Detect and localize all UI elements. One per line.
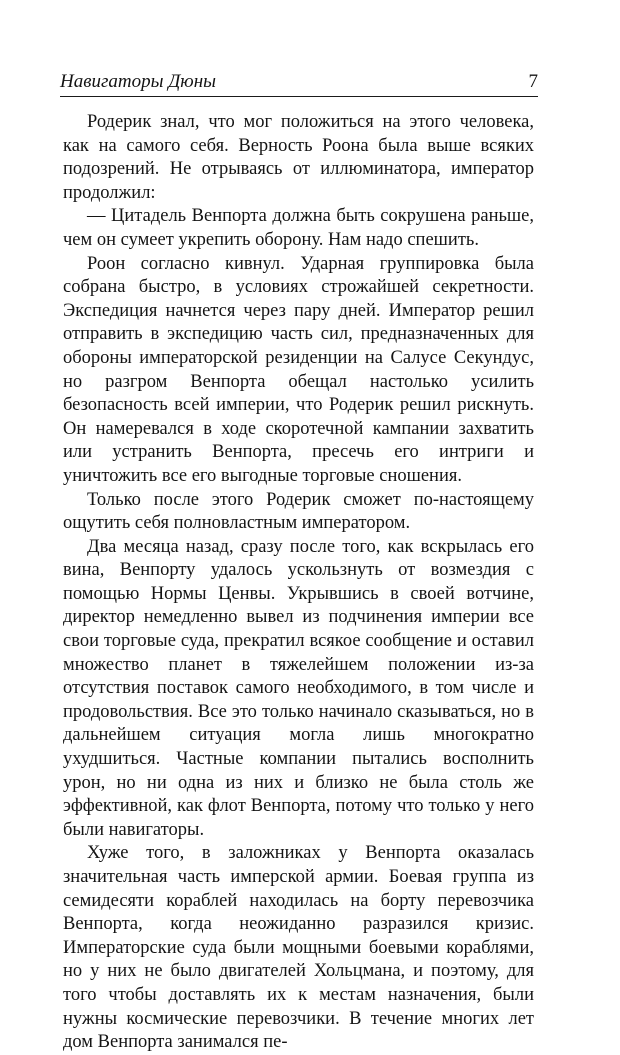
paragraph: Роон согласно кивнул. Ударная группировка была собрана быстро, в условиях строжайшей секретности. Экспедиция начнется через пару дней. Император решил отправить в экспедицию часть сил, предназначенных для обороны императорской резиденции на Салусе Секундус, но разгром Венпорта обещал настолько усилить безопасность всей империи, что Родерик решил рискнуть. Он намеревался в ходе скоротечной кампании захватить или устранить Венпорта, пресечь его интриги и уничтожить все его выгодные торговые сношения. <box>63 253 534 486</box>
paragraph: Родерик знал, что мог положиться на этого человека, как на самого себя. Верность Роона была выше всяких подозрений. Не отрываясь от иллюминатора, император продолжил: <box>63 112 534 203</box>
page-number: 7 <box>528 71 538 92</box>
body-text <box>63 111 534 1055</box>
paragraph: — Цитадель Венпорта должна быть сокрушена раньше, чем он сумеет укрепить оборону. Нам надо спешить. <box>63 206 534 250</box>
book-title: Навигаторы Дюны <box>60 71 216 92</box>
paragraph: Хуже того, в заложниках у Венпорта оказалась значительная часть имперской армии. Боевая группа из семидесяти кораблей находилась на борту перевозчика Венпорта, когда неожиданно разразился кризис. Императорские суда были мощными боевыми кораблями, но у них не было двигателей Хольцмана, и поэтому, для того чтобы доставлять их к местам назначения, были нужны космические перевозчики. В течение многих лет дом Венпорта занимался пе- <box>63 843 534 1053</box>
paragraph: Два месяца назад, сразу после того, как вскрылась его вина, Венпорту удалось ускользнуть от возмездия с помощью Нормы Ценвы. Укрывшись в своей вотчине, директор немедленно вывел из подчинения империи все свои торговые суда, прекратил всякое сообщение и оставил множество планет в тяжелейшем положении из-за отсутствия поставок самого необходимого, в том числе и продовольствия. Все это только начинало сказываться, но в дальнейшем ситуация могла лишь многократно ухудшиться. Частные компании пытались восполнить урон, но ни одна из них и близко не была столь же эффективной, как флот Венпорта, потому что только у него были навигаторы. <box>63 536 534 840</box>
paragraph: Только после этого Родерик сможет по-настоящему ощутить себя полновластным императором. <box>63 489 534 534</box>
running-header <box>60 70 538 97</box>
